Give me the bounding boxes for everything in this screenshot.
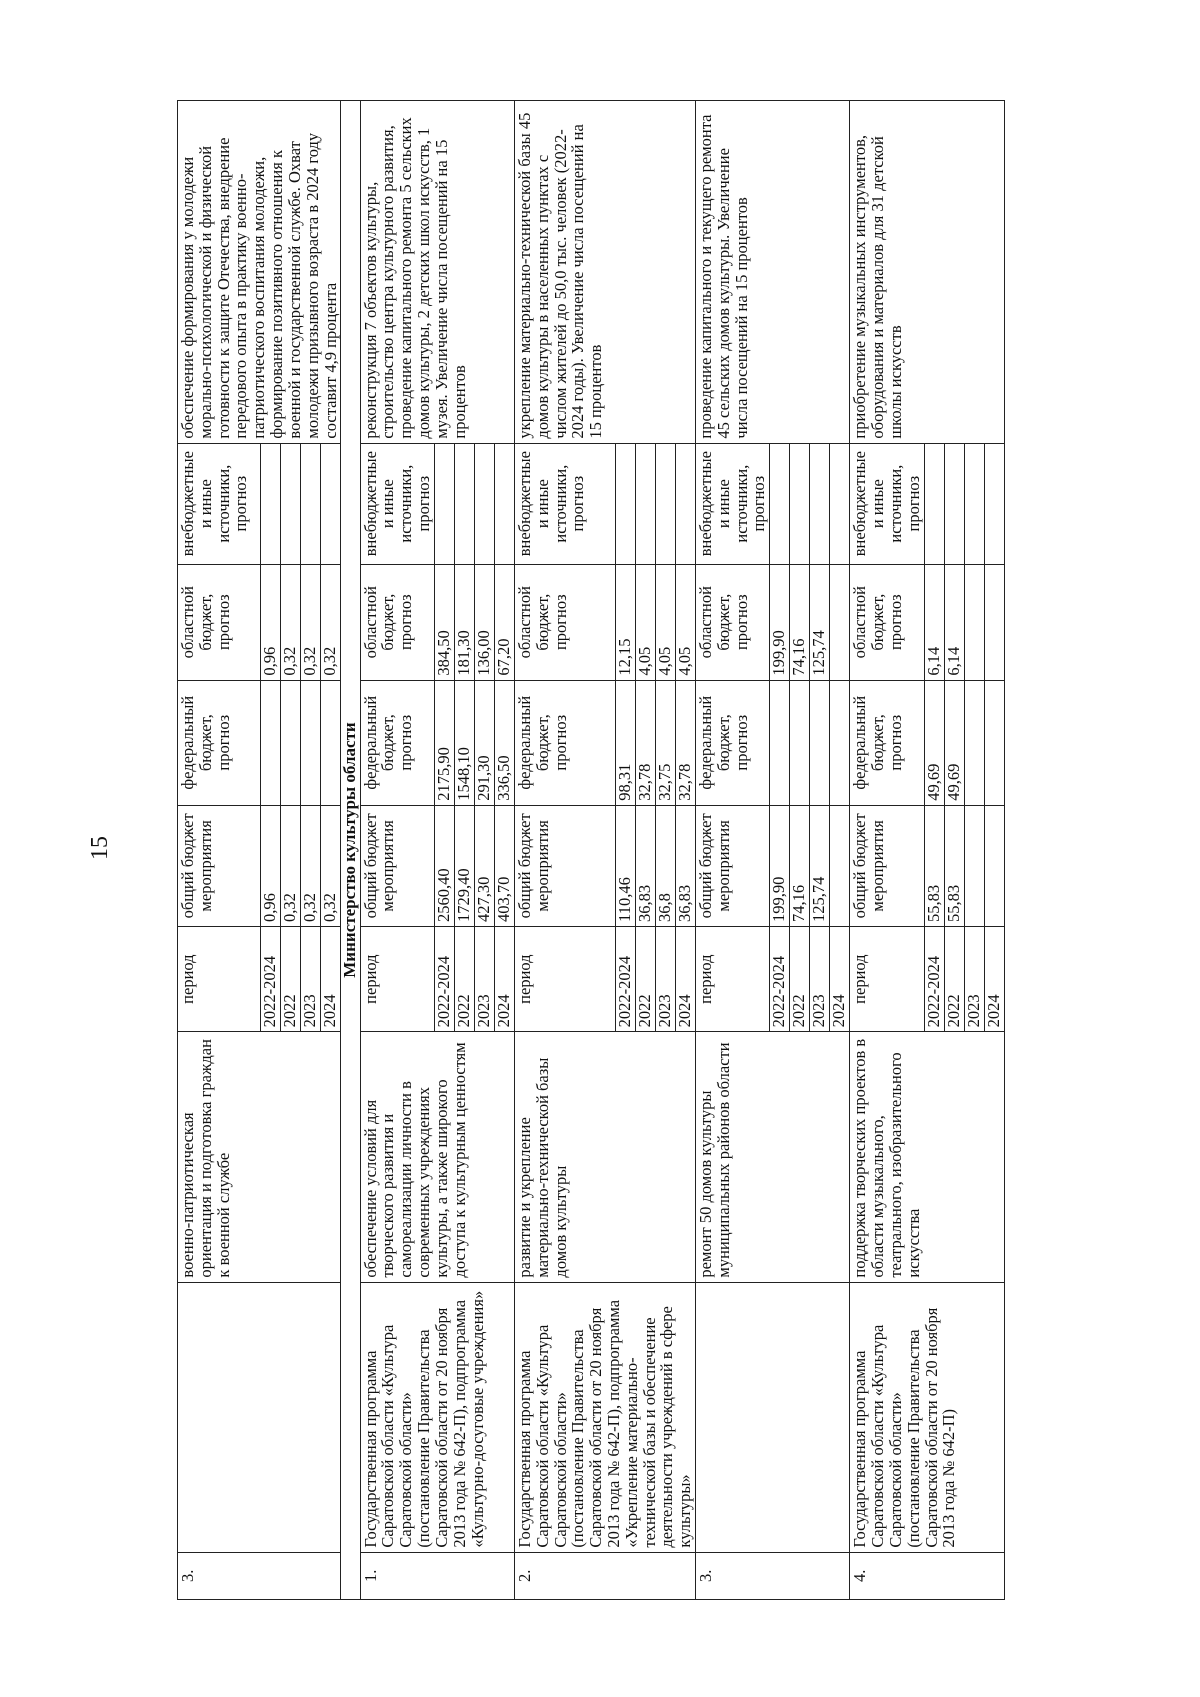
period-value: 2023 [301, 926, 321, 1031]
federal-budget-header: федеральный бюджет, прогноз [178, 680, 261, 805]
extra-budget-value [810, 443, 830, 564]
period-value: 2024 [984, 926, 1004, 1031]
total-budget-value: 1729,40 [454, 805, 474, 926]
federal-budget-value [770, 680, 790, 805]
total-budget-value: 55,83 [924, 805, 944, 926]
period-value: 2024 [676, 926, 696, 1031]
regional-budget-value: 74,16 [790, 564, 810, 680]
federal-budget-value [964, 680, 984, 805]
table-row [850, 101, 924, 1600]
program-table [177, 100, 1005, 1600]
total-budget-value [984, 805, 1004, 926]
extra-budget-value [616, 443, 636, 564]
federal-budget-header: федеральный бюджет, прогноз [360, 680, 434, 805]
period-header: период [696, 926, 770, 1031]
period-value: 2023 [474, 926, 494, 1031]
extra-budget-header: внебюджетные и иные источники, прогноз [696, 443, 770, 564]
regional-budget-value: 384,50 [434, 564, 454, 680]
extra-budget-header: внебюджетные и иные источники, прогноз [850, 443, 924, 564]
regional-budget-value: 0,32 [281, 564, 301, 680]
ministry-title: Министерство культуры области [341, 101, 360, 1600]
extra-budget-value [281, 443, 301, 564]
expected-result: обеспечение формирования у молодежи морально-психологической и физической готовности к защите Отечества, внедрение передового опыта в практику военно-патриотического воспитания молодежи, формирование позитивного отношения к военной и государственной службе. Охват молодежи призывного возраста в 2024 году составит 4,9 процента [178, 101, 341, 444]
period-value: 2022 [944, 926, 964, 1031]
period-value: 2022-2024 [924, 926, 944, 1031]
total-budget-value: 199,90 [770, 805, 790, 926]
total-budget-header: общий бюджет мероприятия [850, 805, 924, 926]
extra-budget-value [494, 443, 514, 564]
table-row [360, 101, 434, 1600]
period-value: 2022-2024 [770, 926, 790, 1031]
federal-budget-value: 32,75 [656, 680, 676, 805]
federal-budget-value: 1548,10 [454, 680, 474, 805]
period-header: период [514, 926, 615, 1031]
total-budget-header: общий бюджет мероприятия [696, 805, 770, 926]
regional-budget-value: 4,05 [636, 564, 656, 680]
federal-budget-value [261, 680, 281, 805]
federal-budget-value: 49,69 [924, 680, 944, 805]
program-name [178, 1282, 341, 1552]
regional-budget-value [964, 564, 984, 680]
activity-name: обеспечение условий для творческого развития и самореализации личности в современных учреждениях культуры, а также широкого доступа к культурным ценностям [360, 1032, 514, 1282]
extra-budget-value [964, 443, 984, 564]
total-budget-value: 2560,40 [434, 805, 454, 926]
extra-budget-value [474, 443, 494, 564]
federal-budget-value: 291,30 [474, 680, 494, 805]
program-name: Государственная программа Саратовской области «Культура Саратовской области» (постановление Правительства Саратовской области от 20 ноября 2013 года № 642-П) [850, 1282, 1004, 1552]
total-budget-value: 36,83 [636, 805, 656, 926]
regional-budget-value: 12,15 [616, 564, 636, 680]
period-header: период [360, 926, 434, 1031]
total-budget-value: 110,46 [616, 805, 636, 926]
activity-name: поддержка творческих проектов в области музыкального, театрального, изобразительного искусства [850, 1032, 1004, 1282]
extra-budget-value [676, 443, 696, 564]
total-budget-value: 125,74 [810, 805, 830, 926]
period-value: 2022-2024 [616, 926, 636, 1031]
extra-budget-value [944, 443, 964, 564]
activity-name: ремонт 50 домов культуры муниципальных районов области [696, 1032, 850, 1282]
regional-budget-value: 0,32 [301, 564, 321, 680]
regional-budget-header: областной бюджет, прогноз [696, 564, 770, 680]
regional-budget-value [830, 564, 850, 680]
extra-budget-value [984, 443, 1004, 564]
period-value: 2022-2024 [434, 926, 454, 1031]
program-name [696, 1282, 850, 1552]
regional-budget-header: областной бюджет, прогноз [360, 564, 434, 680]
total-budget-value [830, 805, 850, 926]
activity-name: развитие и укрепление материально-технической базы домов культуры [514, 1032, 695, 1282]
row-number: 4. [850, 1552, 1004, 1599]
regional-budget-value: 67,20 [494, 564, 514, 680]
extra-budget-value [830, 443, 850, 564]
extra-budget-value [656, 443, 676, 564]
regional-budget-header: областной бюджет, прогноз [850, 564, 924, 680]
expected-result: приобретение музыкальных инструментов, оборудования и материалов для 31 детской школы искусств [850, 101, 1004, 444]
period-value: 2023 [810, 926, 830, 1031]
total-budget-value: 0,32 [281, 805, 301, 926]
total-budget-value: 55,83 [944, 805, 964, 926]
regional-budget-value: 6,14 [944, 564, 964, 680]
regional-budget-value: 4,05 [656, 564, 676, 680]
period-value: 2023 [656, 926, 676, 1031]
period-value: 2022 [281, 926, 301, 1031]
period-header: период [850, 926, 924, 1031]
ministry-row [341, 101, 360, 1600]
table-row [696, 101, 770, 1600]
federal-budget-header: федеральный бюджет, прогноз [696, 680, 770, 805]
total-budget-value: 74,16 [790, 805, 810, 926]
federal-budget-value: 32,78 [636, 680, 656, 805]
extra-budget-value [301, 443, 321, 564]
federal-budget-value: 49,69 [944, 680, 964, 805]
extra-budget-value [454, 443, 474, 564]
regional-budget-value: 181,30 [454, 564, 474, 680]
federal-budget-value [830, 680, 850, 805]
total-budget-value: 36,8 [656, 805, 676, 926]
expected-result: укрепление материально-технической базы 45 домов культуры в населенных пунктах с числом жителей до 50,0 тыс. человек (2022-2024 годы). Увеличение числа посещений на 15 процентов [514, 101, 695, 444]
federal-budget-value [984, 680, 1004, 805]
federal-budget-value [301, 680, 321, 805]
federal-budget-header: федеральный бюджет, прогноз [514, 680, 615, 805]
regional-budget-value: 0,96 [261, 564, 281, 680]
total-budget-value: 0,96 [261, 805, 281, 926]
period-value: 2024 [494, 926, 514, 1031]
extra-budget-value [770, 443, 790, 564]
total-budget-value: 0,32 [321, 805, 341, 926]
table-row [178, 101, 261, 1600]
period-value: 2024 [321, 926, 341, 1031]
program-name: Государственная программа Саратовской области «Культура Саратовской области» (постановление Правительства Саратовской области от 20 ноября 2013 года № 642-П), подпрограмма «Укрепление материально-технической базы и обеспечение деятельности учреждений в сфере культуры» [514, 1282, 695, 1552]
row-number: 1. [360, 1552, 514, 1599]
row-number: 3. [696, 1552, 850, 1599]
federal-budget-value [810, 680, 830, 805]
regional-budget-value: 125,74 [810, 564, 830, 680]
total-budget-value: 0,32 [301, 805, 321, 926]
regional-budget-header: областной бюджет, прогноз [514, 564, 615, 680]
period-value: 2022 [636, 926, 656, 1031]
extra-budget-value [321, 443, 341, 564]
period-value: 2023 [964, 926, 984, 1031]
regional-budget-value: 136,00 [474, 564, 494, 680]
expected-result: проведение капитального и текущего ремонта 45 сельских домов культуры. Увеличение числа посещений на 15 процентов [696, 101, 850, 444]
program-name: Государственная программа Саратовской области «Культура Саратовской области» (постановление Правительства Саратовской области от 20 ноября 2013 года № 642-П), подпрограмма «Культурно-досуговые учреждения» [360, 1282, 514, 1552]
regional-budget-value: 6,14 [924, 564, 944, 680]
federal-budget-value: 336,50 [494, 680, 514, 805]
extra-budget-value [636, 443, 656, 564]
total-budget-value: 403,70 [494, 805, 514, 926]
federal-budget-value [281, 680, 301, 805]
total-budget-header: общий бюджет мероприятия [514, 805, 615, 926]
rotated-table-page [177, 100, 1047, 1600]
activity-name: военно-патриотическая ориентация и подготовка граждан к военной службе [178, 1032, 341, 1282]
total-budget-value [964, 805, 984, 926]
regional-budget-value [984, 564, 1004, 680]
extra-budget-value [924, 443, 944, 564]
period-value: 2024 [830, 926, 850, 1031]
federal-budget-value: 2175,90 [434, 680, 454, 805]
federal-budget-value: 32,78 [676, 680, 696, 805]
period-value: 2022 [790, 926, 810, 1031]
federal-budget-value: 98,31 [616, 680, 636, 805]
regional-budget-value: 199,90 [770, 564, 790, 680]
period-value: 2022-2024 [261, 926, 281, 1031]
expected-result: реконструкция 7 объектов культуры, строительство центра культурного развития, проведение капитального ремонта 5 сельских домов культуры, 2 детских школ искусств, 1 музея. Увеличение числа посещений на 15 процентов [360, 101, 514, 444]
total-budget-header: общий бюджет мероприятия [178, 805, 261, 926]
regional-budget-value: 0,32 [321, 564, 341, 680]
federal-budget-value [321, 680, 341, 805]
row-number: 2. [514, 1552, 695, 1599]
extra-budget-header: внебюджетные и иные источники, прогноз [178, 443, 261, 564]
federal-budget-value [790, 680, 810, 805]
table-row [514, 101, 615, 1600]
extra-budget-value [434, 443, 454, 564]
regional-budget-header: областной бюджет, прогноз [178, 564, 261, 680]
extra-budget-value [790, 443, 810, 564]
total-budget-header: общий бюджет мероприятия [360, 805, 434, 926]
regional-budget-value: 4,05 [676, 564, 696, 680]
federal-budget-header: федеральный бюджет, прогноз [850, 680, 924, 805]
total-budget-value: 427,30 [474, 805, 494, 926]
period-header: период [178, 926, 261, 1031]
period-value: 2022 [454, 926, 474, 1031]
extra-budget-header: внебюджетные и иные источники, прогноз [514, 443, 615, 564]
total-budget-value: 36,83 [676, 805, 696, 926]
extra-budget-value [261, 443, 281, 564]
row-number: 3. [178, 1552, 341, 1599]
extra-budget-header: внебюджетные и иные источники, прогноз [360, 443, 434, 564]
page-number: 15 [87, 836, 113, 860]
